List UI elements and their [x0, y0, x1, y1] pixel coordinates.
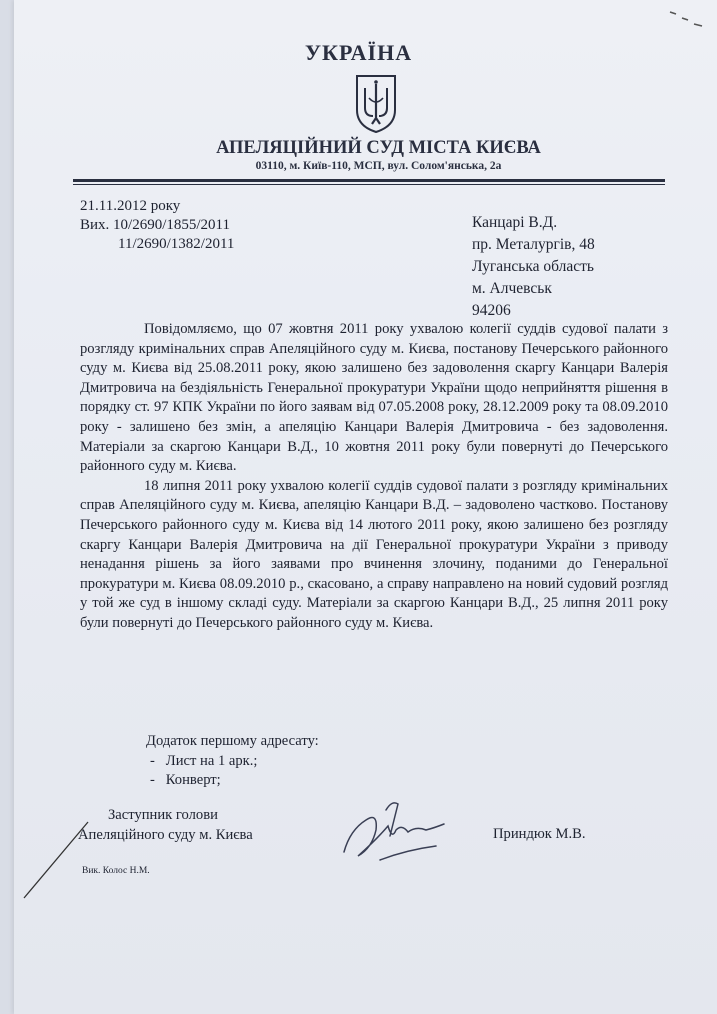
signatory-title-line1: Заступник голови — [108, 807, 218, 823]
country-heading: УКРАЇНА — [304, 40, 413, 65]
handwritten-signature — [336, 790, 456, 870]
signatory-title — [78, 806, 253, 845]
executor-note: Вик. Колос Н.М. — [82, 866, 150, 876]
letter-date: 21.11.2012 року — [80, 198, 181, 214]
recipient-name: Канцарі В.Д. — [472, 214, 558, 231]
attachment-item: - Конверт; — [150, 772, 221, 789]
header-rule-thick — [73, 179, 665, 182]
body-paragraph-1: Повідомляємо, що 07 жовтня 2011 року ухвалою колегії суддів судової палати з розгляду кримінальних справ Апеляційного суду м. Києва, постанову Печерського районного суду м. Києва від 25.08.2011 року, якою залишено без задоволення скаргу Канцари Валерія Дмитровича на бездіяльність Генеральної прокуратури України щодо неприйняття рішення в порядку ст. 97 КПК України по його заявам від 07.05.2008 року, 28.12.2009 року та 08.09.2010 року - залишено без змін, а апеляцію Канцари Валерія Дмитровича - без задоволення. Матеріали за скаргою Канцари В.Д., 10 жовтня 2011 року були повернуті до Печерського районного суду м. Києва. — [80, 321, 668, 475]
attachments-title: Додаток першому адресату: — [146, 733, 319, 749]
outgoing-ref-1: Вих. 10/2690/1855/2011 — [80, 217, 230, 233]
attachment-item: - Лист на 1 арк.; — [150, 752, 258, 769]
header-rule-thin — [73, 184, 665, 185]
outgoing-ref-2: 11/2690/1382/2011 — [118, 236, 235, 252]
letter-body — [80, 320, 668, 634]
trident-emblem-icon — [353, 74, 399, 134]
recipient-region: Луганська область — [472, 258, 594, 275]
attachments — [146, 732, 319, 791]
recipient-postcode: 94206 — [472, 302, 511, 319]
body-paragraph-2: 18 липня 2011 року ухвалою колегії суддів судової палати з розгляду кримінальних справ Апеляційного суду м. Києва, апеляцію Канцари В.Д. – задоволено частково. Постанову Печерського районного суду м. Києва від 14 лютого 2011 року, якою залишено без розгляду скаргу Канцари Валерія Дмитровича на дії Генеральної прокуратури України з приводу ненадання рішень за його заявами про вчинення злочину, поданими до Генеральної прокуратури м. Києва 08.09.2010 р., скасовано, а справу направлено на новий судовий розгляд у той же суд в іншому складі суду. Матеріали за скаргою Канцари В.Д., 25 липня 2011 року були повернуті до Печерського районного суду м. Києва. — [80, 477, 668, 631]
corner-marks — [668, 8, 708, 28]
recipient-street: пр. Металургів, 48 — [472, 236, 595, 253]
signatory-title-line2: Апеляційного суду м. Києва — [78, 826, 253, 843]
recipient-address — [472, 212, 595, 322]
court-address: 03110, м. Київ-110, МСП, вул. Солом'янська, 2а — [255, 160, 502, 172]
recipient-city: м. Алчевськ — [472, 280, 552, 297]
court-name: АПЕЛЯЦІЙНИЙ СУД МІСТА КИЄВА — [216, 138, 541, 158]
signatory-name: Приндюк М.В. — [493, 826, 586, 842]
